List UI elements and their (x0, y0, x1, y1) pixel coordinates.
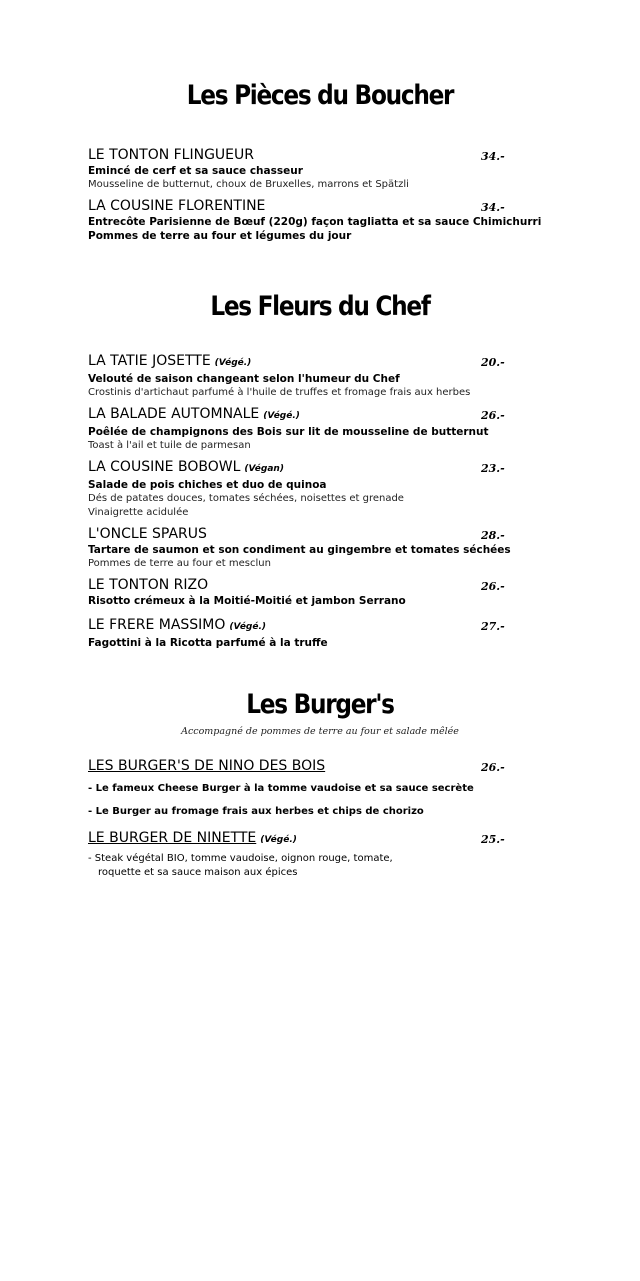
section-subtitle: Accompagné de pommes de terre au four et salade mêlée (181, 726, 459, 737)
item-price: 34.- (481, 201, 505, 214)
item-line1: Tartare de saumon et son condiment au gingembre et tomates séchées (88, 544, 511, 556)
menu-item-burgers-nino (88, 758, 518, 775)
item-line1: Poêlée de champignons des Bois sur lit de mousseline de butternut (88, 426, 489, 438)
item-line2: Toast à l'ail et tuile de parmesan (88, 440, 251, 451)
item-name: LE TONTON FLINGUEUR (88, 147, 255, 163)
menu-item-tonton-rizo (88, 577, 518, 608)
item-line2: Crostinis d'artichaut parfumé à l'huile de truffes et fromage frais aux herbes (88, 387, 471, 398)
item-price: 26.- (481, 761, 505, 774)
item-name: LE TONTON RIZO (88, 577, 209, 593)
burger-description: - Steak végétal BIO, tomme vaudoise, oignon rouge, tomate, (88, 853, 393, 864)
menu-item-frere-massimo (88, 617, 518, 650)
item-name: LA COUSINE FLORENTINE (88, 198, 266, 214)
menu-item-burger-ninette (88, 830, 518, 849)
item-name: LA COUSINE BOBOWL (88, 459, 241, 475)
item-line2: Pommes de terre au four et légumes du jour (88, 230, 352, 242)
item-name: LA BALADE AUTOMNALE (88, 406, 260, 422)
item-price: 25.- (481, 833, 505, 846)
item-line1: Emincé de cerf et sa sauce chasseur (88, 165, 303, 177)
menu-item-tonton-flingueur (88, 147, 518, 192)
menu-item-cousine-florentine (88, 198, 542, 243)
item-price: 20.- (481, 356, 505, 369)
item-tag: (Végé.) (229, 622, 267, 632)
item-price: 28.- (481, 529, 505, 542)
menu-item-tatie-josette (88, 353, 518, 400)
item-line1: Velouté de saison changeant selon l'humeur du Chef (88, 373, 400, 385)
item-tag: (Végé.) (260, 835, 297, 845)
item-name: LE BURGER DE NINETTE (88, 830, 257, 846)
item-line2: Mousseline de butternut, choux de Bruxelles, marrons et Spätzli (88, 179, 409, 190)
section-title-boucher: Les Pièces du Boucher (186, 80, 454, 111)
item-price: 34.- (481, 150, 505, 163)
section-title-fleurs: Les Fleurs du Chef (210, 291, 430, 322)
burger-option: - Le Burger au fromage frais aux herbes et chips de chorizo (88, 806, 424, 817)
menu-item-balade-automnale (88, 406, 518, 453)
item-tag: (Végé.) (214, 358, 252, 368)
menu-item-oncle-sparus (88, 526, 518, 571)
burger-option: - Le fameux Cheese Burger à la tomme vaudoise et sa sauce secrète (88, 783, 474, 794)
item-line1: Risotto crémeux à la Moitié-Moitié et jambon Serrano (88, 595, 406, 607)
item-tag: (Végé.) (263, 411, 300, 421)
item-name: LA TATIE JOSETTE (88, 353, 211, 369)
item-price: 27.- (481, 620, 505, 633)
section-title-burgers: Les Burger's (246, 689, 394, 720)
item-price: 26.- (481, 409, 505, 422)
item-name: LE FRERE MASSIMO (88, 617, 226, 633)
burger-description: roquette et sa sauce maison aux épices (98, 867, 298, 878)
item-line2: Dés de patates douces, tomates séchées, noisettes et grenade (88, 493, 404, 504)
item-line1: Entrecôte Parisienne de Bœuf (220g) façon tagliatta et sa sauce Chimichurri (88, 216, 542, 228)
item-line1: Salade de pois chiches et duo de quinoa (88, 479, 327, 491)
menu-item-cousine-bobowl (88, 459, 518, 520)
item-name: L'ONCLE SPARUS (88, 526, 207, 542)
item-name: LES BURGER'S DE NINO DES BOIS (88, 758, 326, 774)
item-line3: Vinaigrette acidulée (88, 507, 189, 518)
item-price: 26.- (481, 580, 505, 593)
item-line2: Pommes de terre au four et mesclun (88, 558, 271, 569)
item-price: 23.- (481, 462, 505, 475)
item-tag: (Végan) (244, 464, 284, 474)
item-line1: Fagottini à la Ricotta parfumé à la truffe (88, 637, 328, 649)
